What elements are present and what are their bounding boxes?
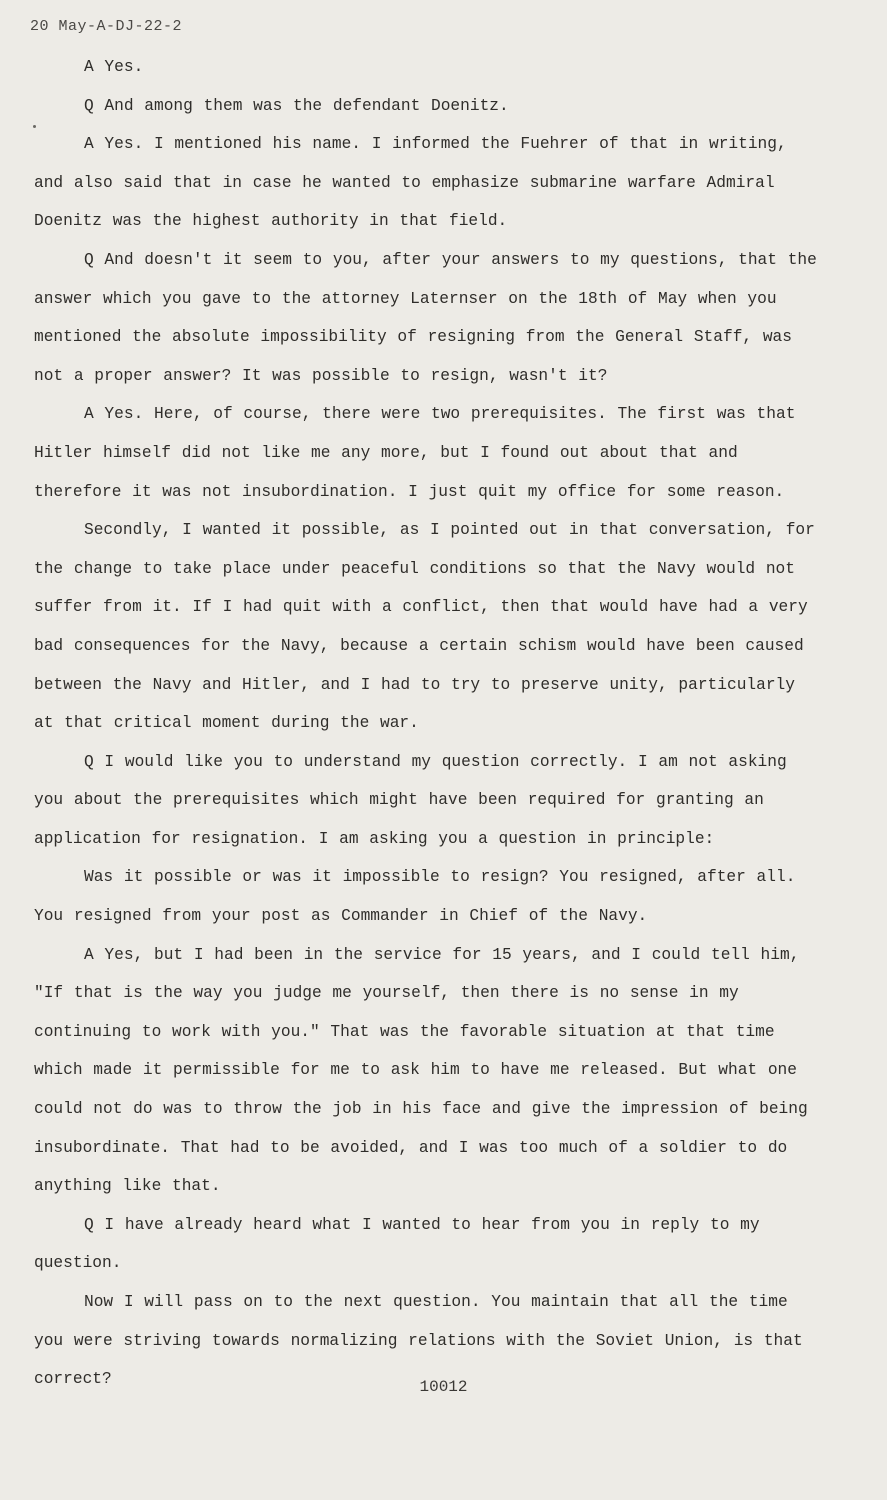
paragraph-question-3: Q I would like you to understand my question correctly. I am not asking you about the prerequisites which might have been required for granting an application for resignation. I am asking you a question in principle:: [34, 752, 787, 848]
paragraph-answer-1: A Yes.: [84, 58, 144, 76]
paragraph-answer-3-continued: Secondly, I wanted it possible, as I pointed out in that conversation, for the change to take place under peaceful conditions so that the Navy would not suffer from it. If I had quit with a conflict, then that would have had a very bad consequences for the Navy, because a certain schism would have been caused between the Navy and Hitler, and I had to try to preserve unity, particularly at that critical moment during the war.: [34, 521, 815, 733]
paragraph-question-5: Now I will pass on to the next question. You maintain that all the time you were striving towards normalizing relations with the Soviet Union, is that correct?: [34, 1293, 803, 1389]
transcript-body: [34, 48, 824, 1399]
paragraph-question-4: Q I have already heard what I wanted to hear from you in reply to my question.: [34, 1215, 760, 1273]
paragraph-question-3-continued: Was it possible or was it impossible to resign? You resigned, after all. You resigned from your post as Commander in Chief of the Navy.: [34, 868, 796, 926]
paragraph-question-1: Q And among them was the defendant Doenitz.: [84, 96, 509, 115]
paragraph-question-2: Q And doesn't it seem to you, after your answers to my questions, that the answer which you gave to the attorney Laternser on the 18th of May when you mentioned the absolute impossibility of resigning from the General Staff, was not a proper answer? It was possible to resign, wasn't it?: [34, 250, 817, 385]
page-code-header: 20 May-A-DJ-22-2: [30, 18, 183, 35]
paragraph-answer-4: A Yes, but I had been in the service for 15 years, and I could tell him, "If that is the way you judge me yourself, then there is no sense in my continuing to work with you." That was the favorable situation at that time which made it permissible for me to ask him to have me released. But what one could not do was to throw the job in his face and give the impression of being insubordinate. That had to be avoided, and I was too much of a soldier to do anything like that.: [34, 945, 808, 1196]
paragraph-answer-2: A Yes. I mentioned his name. I informed the Fuehrer of that in writing, and also said that in case he wanted to emphasize submarine warfare Admiral Doenitz was the highest authority in that field.: [34, 135, 787, 231]
page-number: 10012: [419, 1378, 468, 1396]
paragraph-answer-3: A Yes. Here, of course, there were two prerequisites. The first was that Hitler himself did not like me any more, but I found out about that and therefore it was not insubordination. I just quit my office for some reason.: [34, 405, 796, 501]
